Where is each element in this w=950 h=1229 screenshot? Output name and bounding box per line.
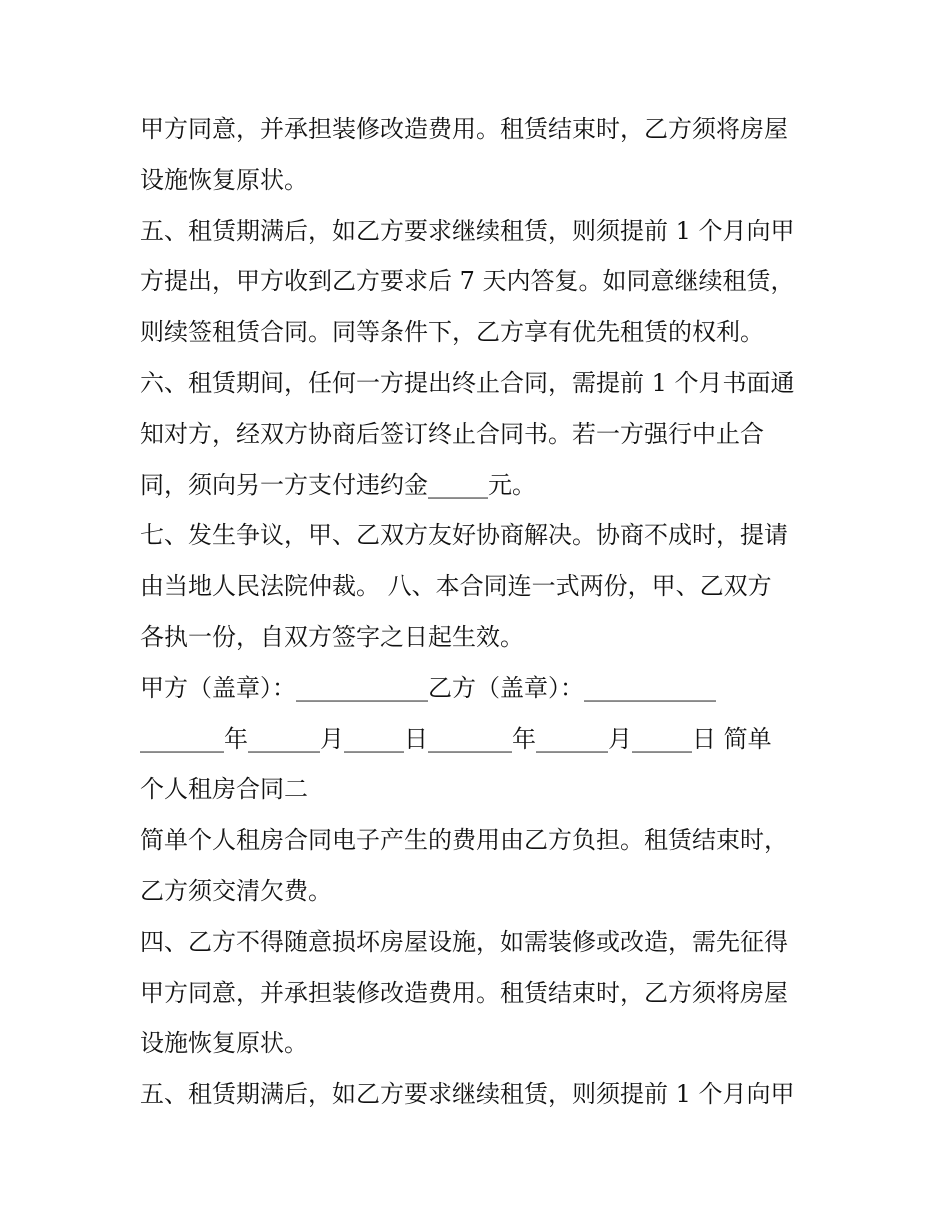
text-line-19: 设施恢复原状。 [140,1029,308,1058]
text-line-3: 五、租赁期满后，如乙方要求继续租赁，则须提前 1 个月向甲 [140,216,795,245]
date-line: _______年______月_____日_______年______月_____日 简单 [140,724,772,753]
text-line-20: 五、租赁期满后，如乙方要求继续租赁，则须提前 1 个月向甲 [140,1080,795,1109]
section-heading: 个人租房合同二 [140,775,308,804]
text-line-5: 则续签租赁合同。同等条件下，乙方享有优先租赁的权利。 [140,318,764,347]
text-line-10: 由当地人民法院仲裁。 八、本合同连一式两份，甲、乙双方 [140,572,772,601]
text-line-16: 乙方须交清欠费。 [140,876,332,905]
text-line-15: 简单个人租房合同电子产生的费用由乙方负担。租赁结束时， [140,826,788,855]
text-line-2: 设施恢复原状。 [140,165,308,194]
text-line-1: 甲方同意，并承担装修改造费用。租赁结束时，乙方须将房屋 [140,115,788,143]
text-line-6: 六、租赁期间，任何一方提出终止合同，需提前 1 个月书面通 [140,368,795,397]
document-body [140,104,820,1120]
text-line-7: 知对方，经双方协商后签订终止合同书。若一方强行中止合 [140,419,764,448]
text-line-4: 方提出，甲方收到乙方要求后 7 天内答复。如同意继续租赁， [140,267,795,296]
text-line-9: 七、发生争议，甲、乙双方友好协商解决。协商不成时，提请 [140,521,788,550]
text-line-8: 同，须向另一方支付违约金_____元。 [140,470,536,499]
signature-line: 甲方（盖章）：___________乙方（盖章）：___________ [140,673,716,702]
text-line-17: 四、乙方不得随意损坏房屋设施，如需装修或改造，需先征得 [140,927,788,956]
text-line-11: 各执一份，自双方签字之日起生效。 [140,622,524,651]
text-line-18: 甲方同意，并承担装修改造费用。租赁结束时，乙方须将房屋 [140,978,788,1007]
